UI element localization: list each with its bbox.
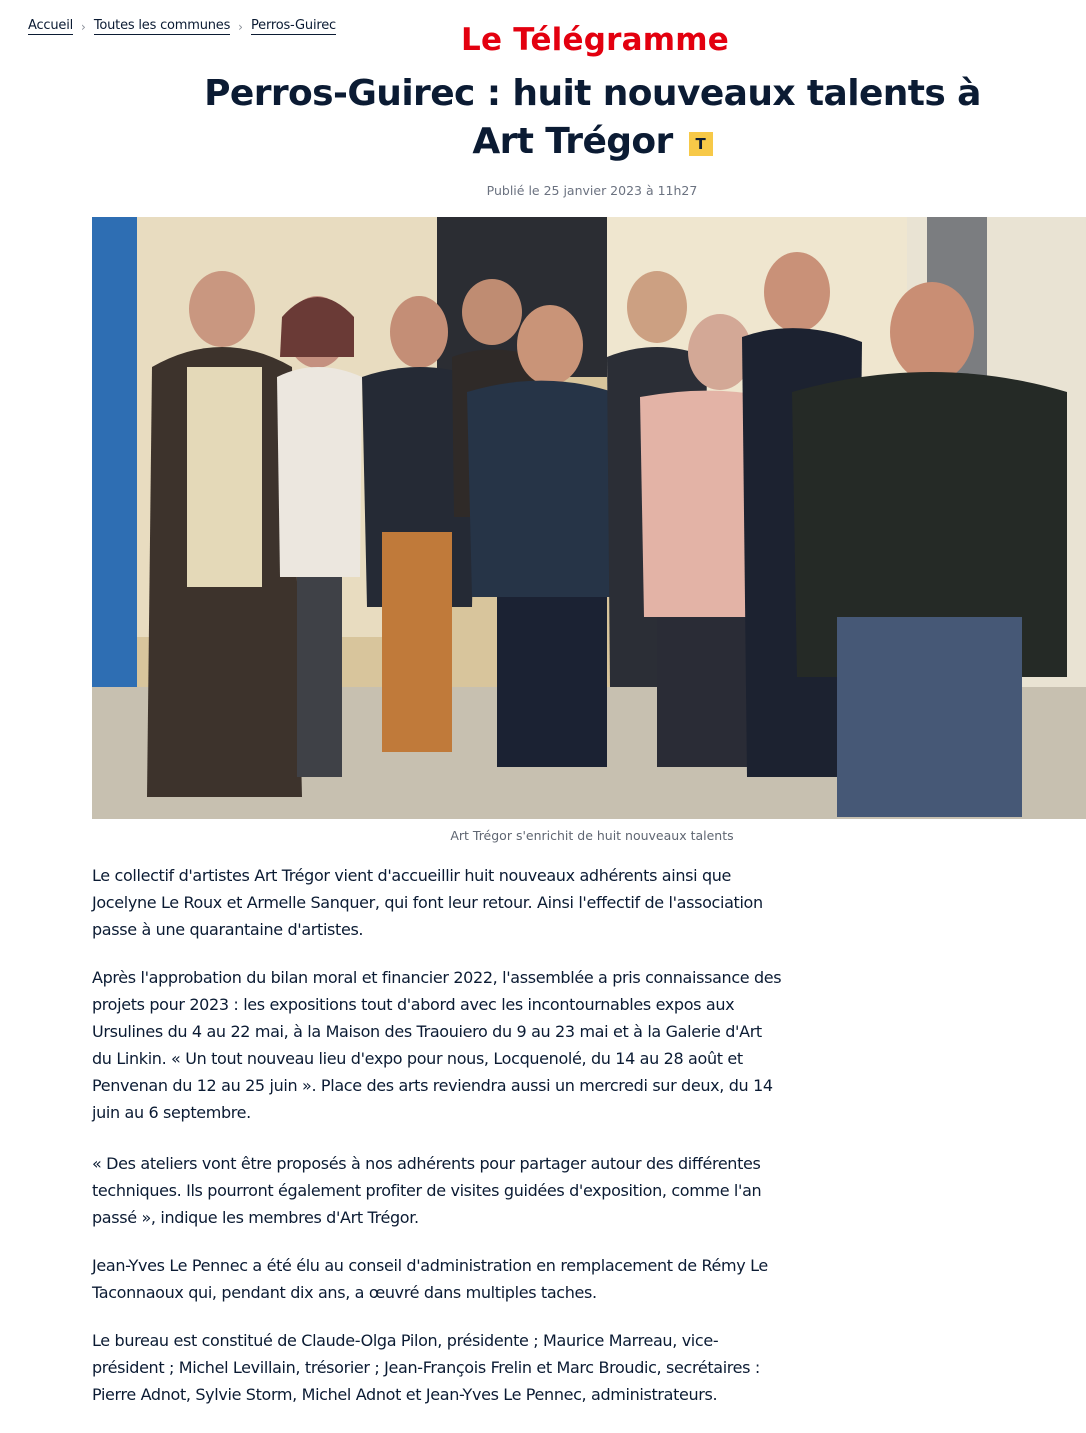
article-paragraph: Le collectif d'artistes Art Trégor vient d'accueillir huit nouveaux adhérents ainsi que Jocelyne Le Roux et Armelle Sanquer, qui font leur retour. Ainsi l'effectif de l'association passe à une quarantaine d'artistes. (92, 866, 763, 939)
breadcrumb-separator-icon: › (81, 19, 86, 34)
group-photo-illustration (92, 217, 1086, 819)
article-title (200, 70, 985, 166)
breadcrumb-link-communes[interactable]: Toutes les communes (93, 18, 231, 33)
breadcrumb-link-accueil[interactable]: Accueil (28, 18, 74, 33)
article-photo[interactable] (92, 217, 1086, 819)
article-paragraph: Le bureau est constitué de Claude-Olga Pilon, présidente ; Maurice Marreau, vice-président ; Michel Levillain, trésorier ; Jean-François Frelin et Marc Broudic, secrétaires : Pierre Adnot, Sylvie Storm, Michel Adnot et Jean-Yves Le Pennec, administrateurs. (92, 1331, 760, 1404)
site-logo[interactable]: Le Télégramme (461, 22, 729, 58)
article-paragraph: Jean-Yves Le Pennec a été élu au conseil d'administration en remplacement de Rémy Le Taconnaoux qui, pendant dix ans, a œuvré dans multiples taches. (92, 1256, 768, 1302)
breadcrumb-separator-icon: › (238, 19, 243, 34)
publication-date: Publié le 25 janvier 2023 à 11h27 (486, 183, 698, 198)
article-paragraph: « Des ateliers vont être proposés à nos adhérents pour partager autour des différentes techniques. Ils pourront également profiter de visites guidées d'exposition, comme l'an passé », indique les membres d'Art Trégor. (92, 1154, 762, 1227)
article-paragraph: Après l'approbation du bilan moral et financier 2022, l'assemblée a pris connaissance des projets pour 2023 : les expositions tout d'abord avec les incontournables expos aux Ursulines du 4 au 22 mai, à la Maison des Traouiero du 9 au 23 mai et à la Galerie d'Art du Linkin. « Un tout nouveau lieu d'expo pour nous, Locquenolé, du 14 au 28 août et Penvenan du 12 au 25 juin ». Place des arts reviendra aussi un mercredi sur deux, du 14 juin au 6 septembre. (92, 968, 782, 1122)
breadcrumb-link-perros-guirec[interactable]: Perros-Guirec (250, 18, 336, 33)
photo-caption: Art Trégor s'enrichit de huit nouveaux talents (450, 828, 734, 843)
article-body (92, 862, 782, 1429)
article-title-text: Perros-Guirec : huit nouveaux talents à Art Trégor (204, 73, 981, 162)
premium-badge-icon: T (689, 132, 713, 156)
